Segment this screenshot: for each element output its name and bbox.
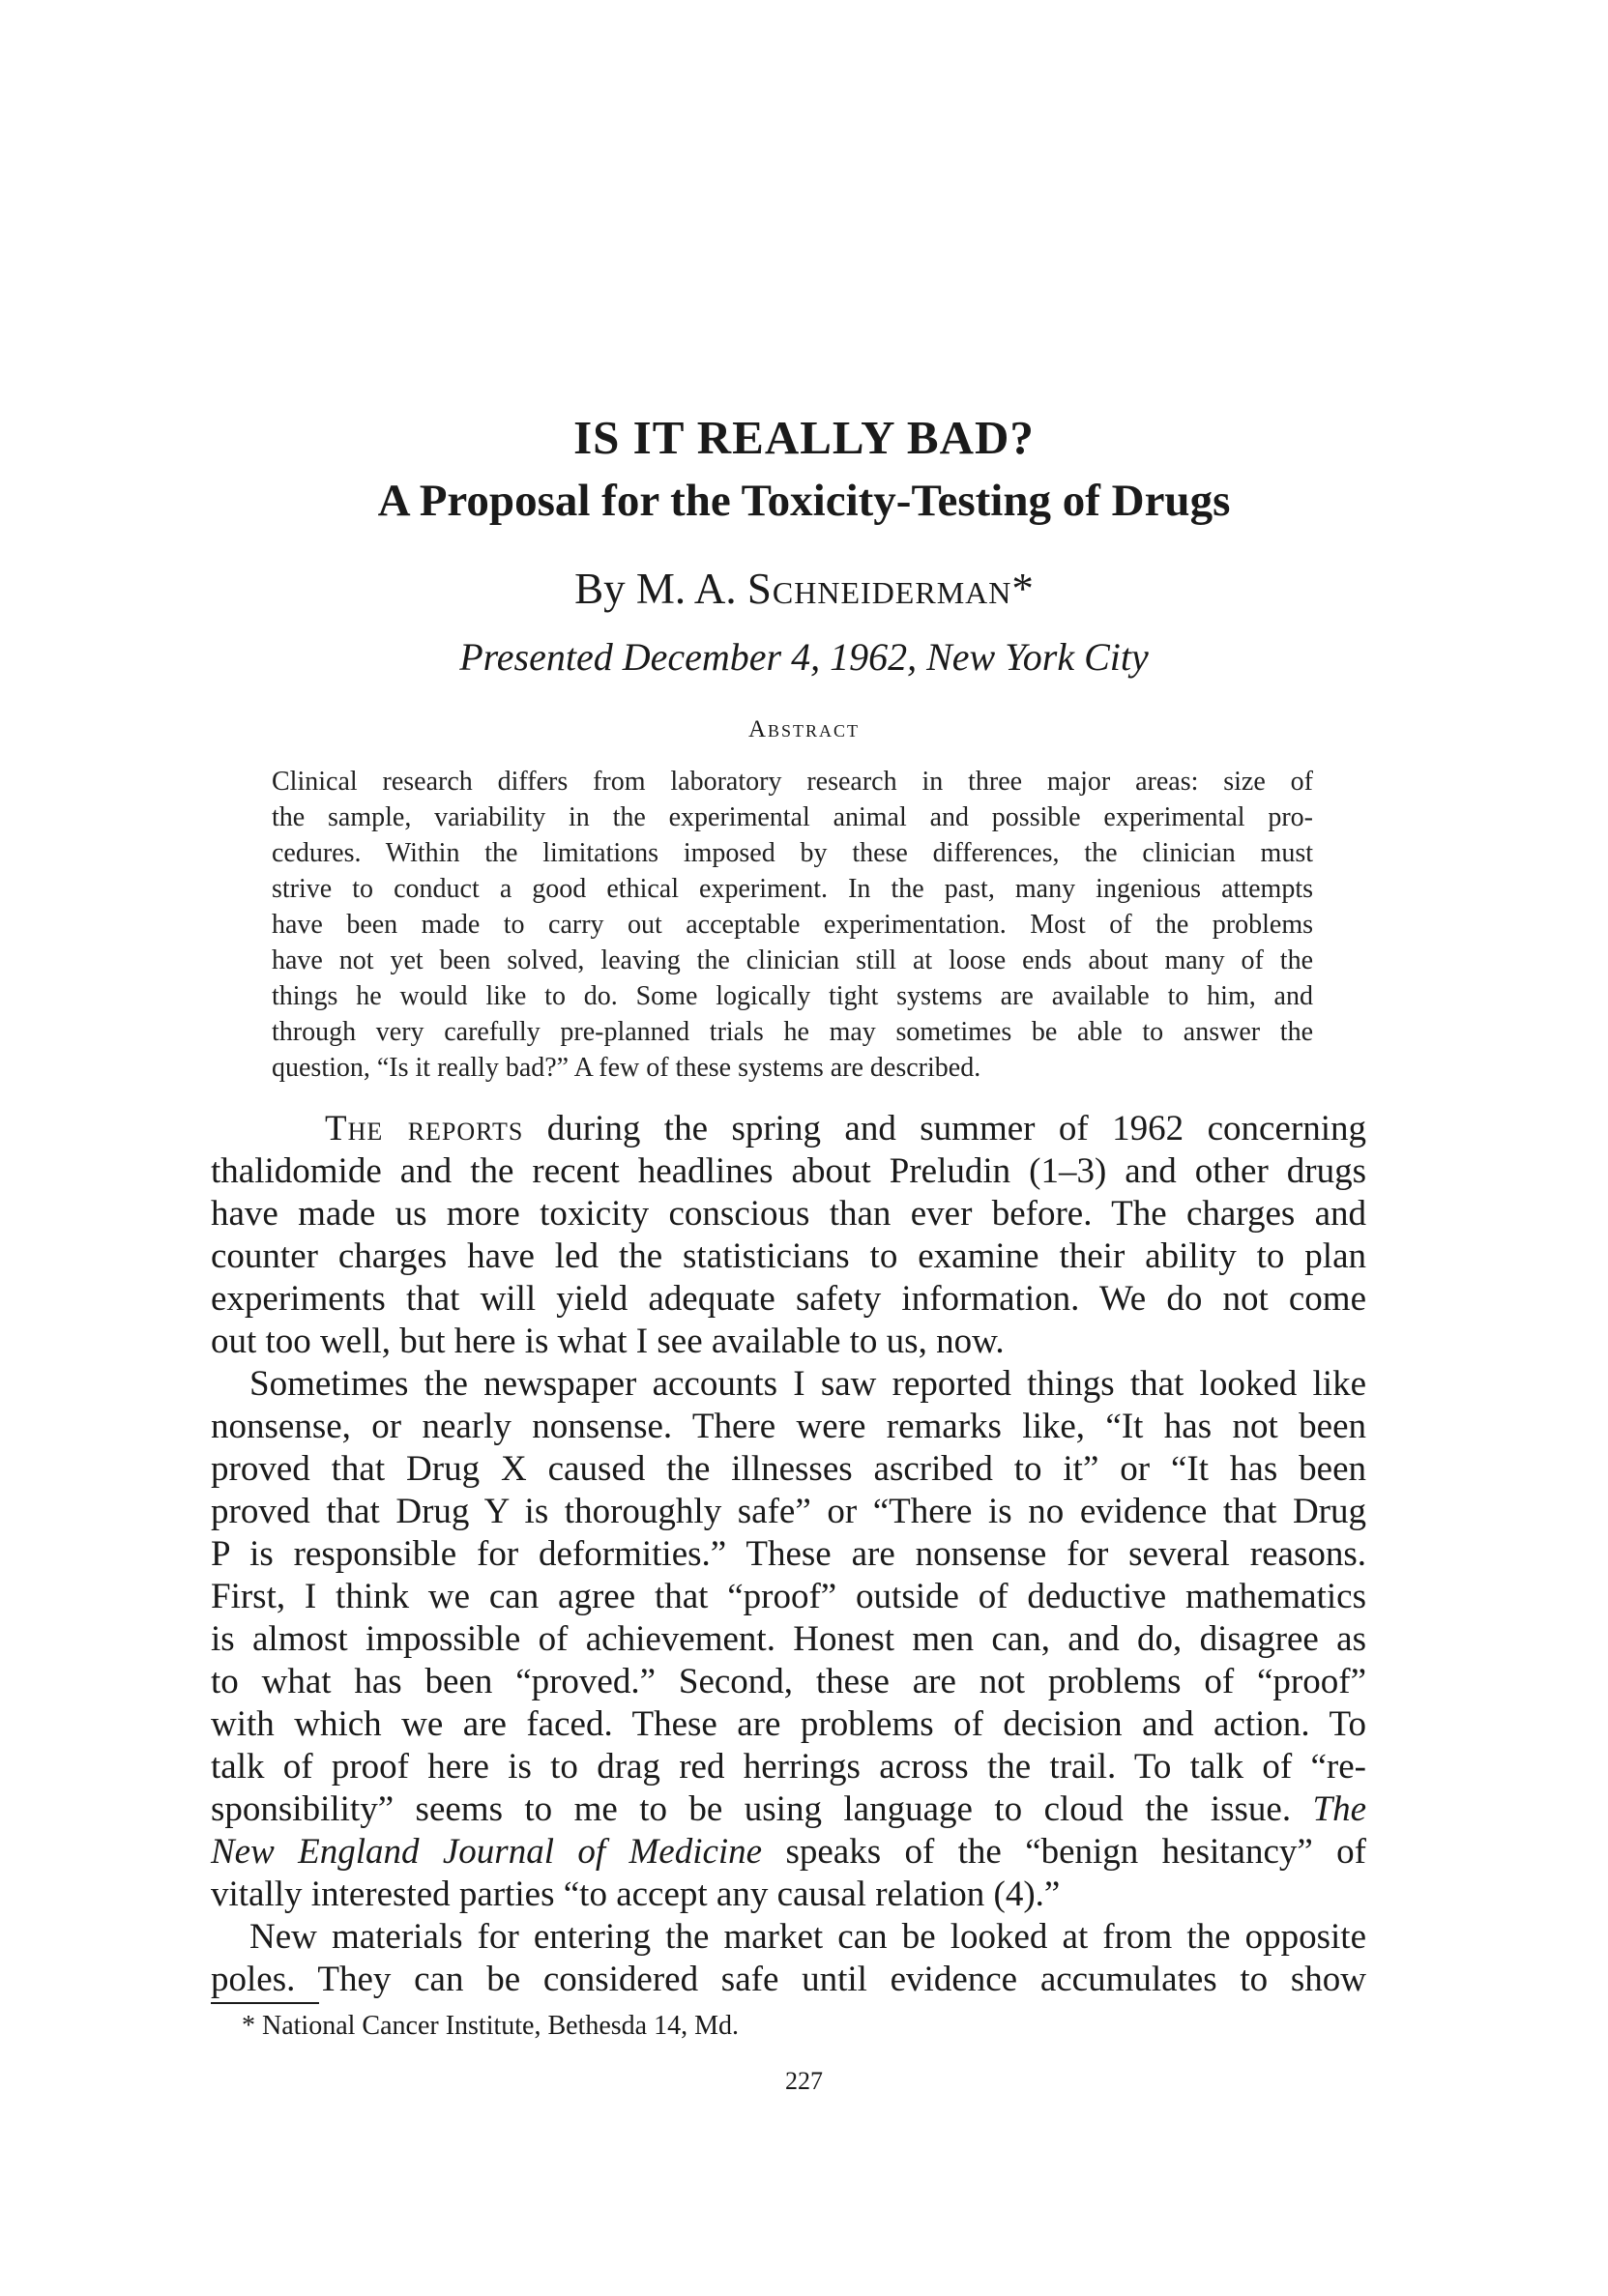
body-line: vitally interested parties “to accept any causal relation (4).” [211,1875,1061,1914]
author-affiliation-footnote: * National Cancer Institute, Bethesda 14, Md. [242,2011,739,2041]
body-line: First, I think we can agree that “proof” outside of deductive mathematics [211,1577,1366,1616]
byline [0,564,1608,614]
body-line: talk of proof here is to drag red herrings across the trail. To talk of “re- [211,1747,1366,1787]
article-body [211,1108,1366,2001]
body-line: is almost impossible of achievement. Honest men can, and do, disagree as [211,1619,1366,1659]
article-subtitle: A Proposal for the Toxicity-Testing of Drugs [377,476,1231,526]
body-line: have made us more toxicity conscious than ever before. The charges and [211,1194,1366,1234]
abstract-line: question, “Is it really bad?” A few of these systems are described. [272,1053,981,1083]
byline-prefix: By M. A. [574,565,737,613]
body-line: out too well, but here is what I see available to us, now. [211,1322,1005,1361]
footnote-divider [211,2002,319,2004]
body-line: Sometimes the newspaper accounts I saw reported things that looked like [249,1364,1366,1404]
abstract [272,764,1313,1086]
page-number: 227 [785,2067,823,2095]
author-name: Schneiderman [746,565,1012,613]
lead-in-smallcaps: The reports [325,1109,524,1148]
abstract-line: through very carefully pre-planned trials he may sometimes be able to answer the [272,1017,1313,1047]
abstract-line: Clinical research differs from laboratory research in three major areas: size of [272,767,1313,797]
abstract-line: have not yet been solved, leaving the clinician still at loose ends about many of the [272,945,1313,975]
body-line [211,1788,1366,1831]
body-line: counter charges have led the statisticians to examine their ability to plan [211,1236,1366,1276]
abstract-line: the sample, variability in the experimental animal and possible experimental pro- [272,802,1313,832]
body-line: with which we are faced. These are problems of decision and action. To [211,1704,1366,1744]
body-line-opening [211,1108,1366,1150]
opening-line-rest: during the spring and summer of 1962 concerning [523,1109,1366,1148]
body-line: to what has been “proved.” Second, these are not problems of “proof” [211,1662,1366,1701]
journal-name-start: The [1312,1789,1366,1829]
body-line [211,1831,1366,1874]
article-title: IS IT REALLY BAD? [573,411,1035,464]
abstract-line: cedures. Within the limitations imposed by these differences, the clinician must [272,838,1313,868]
body-line: proved that Drug X caused the illnesses ascribed to it” or “It has been [211,1449,1366,1489]
abstract-line: strive to conduct a good ethical experiment. In the past, many ingenious attempts [272,874,1313,904]
author-footnote-mark: * [1011,565,1034,613]
journal-name: New England Journal of Medicine [211,1832,763,1872]
body-text: speaks of the “benign hesitancy” of [762,1832,1366,1872]
abstract-line: have been made to carry out acceptable experimentation. Most of the problems [272,910,1313,940]
body-line: nonsense, or nearly nonsense. There were remarks like, “It has not been [211,1407,1366,1446]
body-line: experiments that will yield adequate safety information. We do not come [211,1279,1366,1319]
body-text: sponsibility” seems to me to be using language to cloud the issue. [211,1789,1313,1829]
body-line: poles. They can be considered safe until evidence accumulates to show [211,1960,1366,1999]
abstract-line: things he would like to do. Some logically tight systems are available to him, and [272,981,1313,1011]
body-line: proved that Drug Y is thoroughly safe” or “There is no evidence that Drug [211,1492,1366,1531]
body-line: New materials for entering the market can be looked at from the opposite [249,1917,1366,1957]
presentation-info: Presented December 4, 1962, New York City [459,635,1149,679]
abstract-heading: Abstract [747,716,861,742]
body-line: P is responsible for deformities.” These are nonsense for several reasons. [211,1534,1366,1574]
body-line: thalidomide and the recent headlines about Preludin (1–3) and other drugs [211,1151,1366,1191]
